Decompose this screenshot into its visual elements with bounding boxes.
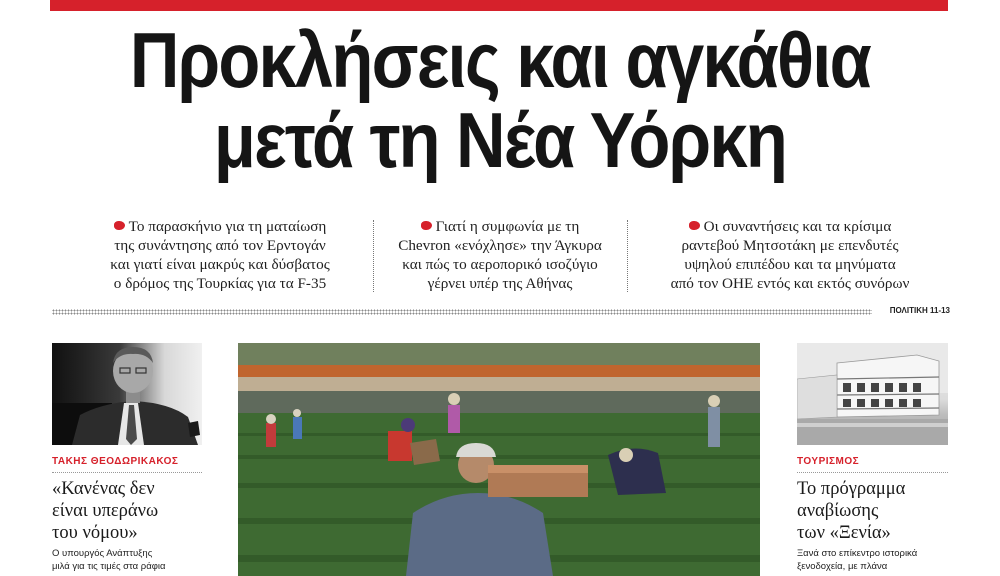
subhead-2 <box>380 217 620 295</box>
kicker-rule <box>52 472 202 473</box>
title-line: του νόμου» <box>52 523 138 543</box>
subhead-1 <box>70 217 370 295</box>
title-line: Το πρόγραμμα <box>797 479 906 499</box>
subhead-line: ο δρόμος της Τουρκίας για τα F-35 <box>113 275 327 292</box>
main-headline <box>60 16 940 184</box>
bullet-icon <box>689 221 700 230</box>
dotted-rule <box>52 309 872 315</box>
title-line: των «Ξενία» <box>797 523 891 543</box>
column-divider <box>373 220 374 292</box>
bullet-icon <box>421 221 432 230</box>
subhead-line: Το παρασκήνιο για τη ματαίωση <box>128 218 327 235</box>
left-story-lede <box>52 547 212 573</box>
farm-workers-photo <box>238 343 760 576</box>
title-line: είναι υπεράνω <box>52 501 159 521</box>
lede-line: μιλά για τις τιμές στα ράφια <box>52 561 166 572</box>
subheads-row <box>50 217 950 295</box>
section-page-ref: ΠΟΛΙΤΙΚΗ 11-13 <box>889 306 950 315</box>
right-story-kicker: ΤΟΥΡΙΣΜΟΣ <box>797 456 860 467</box>
right-story-title <box>797 478 952 544</box>
lede-line: Ξανά στο επίκεντρο ιστορικά <box>797 548 918 559</box>
subhead-3 <box>630 217 950 295</box>
subhead-line: ραντεβού Μητσοτάκη με επενδυτές <box>681 237 899 254</box>
subhead-line: Γιατί η συμφωνία με τη <box>435 218 580 235</box>
xenia-hotel-photo <box>797 343 948 445</box>
bullet-icon <box>114 221 125 230</box>
lede-line: Ο υπουργός Ανάπτυξης <box>52 548 153 559</box>
left-story-kicker: ΤΑΚΗΣ ΘΕΟΔΩΡΙΚΑΚΟΣ <box>52 456 179 467</box>
right-story-lede <box>797 547 952 573</box>
subhead-line: και γιατί είναι μακρύς και δύσβατος <box>110 256 330 273</box>
subhead-line: της συνάντησης από τον Ερντογάν <box>114 237 326 254</box>
headline-line-2: μετά τη Νέα Υόρκη <box>213 96 787 184</box>
left-story-title <box>52 478 212 544</box>
subhead-line: Οι συναντήσεις και τα κρίσιμα <box>703 218 892 235</box>
kicker-rule <box>797 472 948 473</box>
headline-line-1: Προκλήσεις και αγκάθια <box>129 16 871 104</box>
top-red-banner <box>50 0 948 11</box>
lede-line: ξενοδοχεία, με πλάνα <box>797 561 888 572</box>
minister-photo <box>52 343 202 445</box>
column-divider <box>627 220 628 292</box>
subhead-line: γέρνει υπέρ της Αθήνας <box>427 275 573 292</box>
subhead-line: υψηλού επιπέδου και τα μηνύματα <box>684 256 896 273</box>
title-line: «Κανένας δεν <box>52 479 155 499</box>
subhead-line: και πώς το αεροπορικό ισοζύγιο <box>402 256 598 273</box>
subhead-line: από τον ΟΗΕ εντός και εκτός συνόρων <box>670 275 910 292</box>
subhead-line: Chevron «ενόχλησε» την Άγκυρα <box>398 237 602 254</box>
title-line: αναβίωσης <box>797 501 879 521</box>
